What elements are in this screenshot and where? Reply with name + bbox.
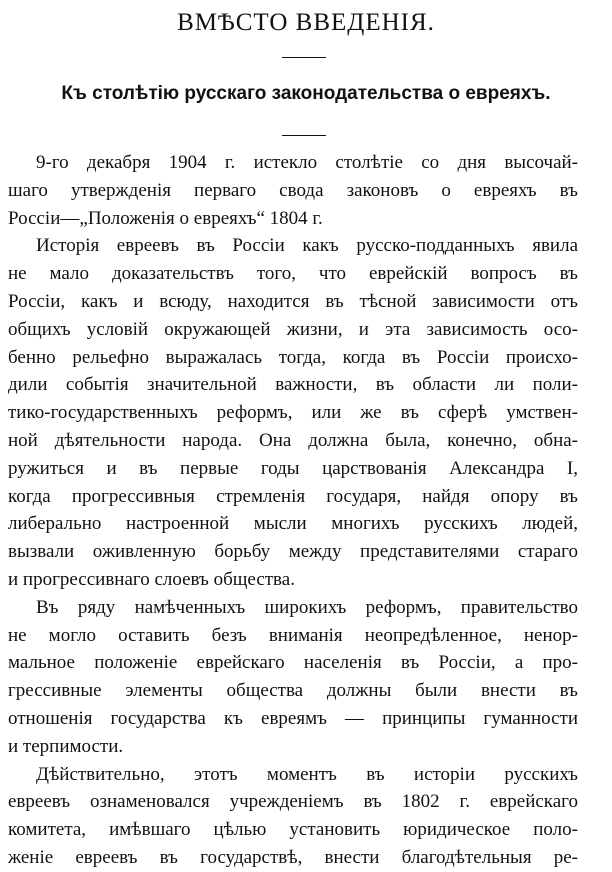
- text-line: и прогрессивнаго слоевъ общества.: [8, 568, 295, 590]
- text-line: общихъ условій окружающей жизни, и эта зависимость осо-: [8, 318, 578, 340]
- text-line: Дѣйствительно, этотъ моментъ въ исторіи русскихъ: [36, 763, 578, 785]
- text-line: грессивные элементы общества должны были внести въ: [8, 680, 578, 702]
- text-line: и терпимости.: [8, 735, 124, 757]
- text-line: евреевъ ознаменовался учрежденіемъ въ 1802 г. еврейскаго: [8, 791, 578, 813]
- text-line: отношенія государства къ евреямъ — принципы гуманности: [8, 707, 578, 729]
- text-line: бенно рельефно выражалась тогда, когда въ Россіи происхо-: [8, 346, 578, 368]
- text-line: комитета, имѣвшаго цѣлью установить юридическое поло-: [8, 819, 578, 841]
- text-line: мальное положеніе еврейскаго населенія въ Россіи, а про-: [8, 652, 578, 674]
- text-line: вызвали оживленную борьбу между представителями стараго: [8, 541, 578, 563]
- text-line: не могло оставить безъ вниманія неопредѣленное, ненор-: [8, 624, 578, 646]
- text-line: либерально настроенной мысли многихъ русскихъ людей,: [8, 513, 578, 535]
- text-line: Россіи—„Положенія о евреяхъ“ 1804 г.: [8, 207, 323, 229]
- page-title: ВМѢСТО ВВЕДЕНІЯ.: [177, 9, 435, 36]
- text-line: женіе евреевъ въ государствѣ, внести благодѣтельныя ре-: [8, 846, 578, 868]
- text-line: Въ ряду намѣченныхъ широкихъ реформъ, правительство: [36, 596, 578, 618]
- body-text: [8, 149, 578, 872]
- text-line: шаго утвержденія перваго свода законовъ о евреяхъ въ: [8, 179, 578, 201]
- page-subtitle: Къ столѣтію русскаго законодательства о евреяхъ.: [61, 83, 551, 104]
- subtitle-divider: [282, 135, 326, 136]
- text-line: когда прогрессивныя стремленія государя, найдя опору въ: [8, 485, 578, 507]
- text-line: Исторія евреевъ въ Россіи какъ русско-подданныхъ явила: [36, 235, 578, 257]
- text-line: не мало доказательствъ того, что еврейскій вопросъ въ: [8, 263, 578, 285]
- text-line: ружиться и въ первые годы царствованія Александра I,: [8, 457, 578, 479]
- text-line: 9-го декабря 1904 г. истекло столѣтіе со дня высочай-: [36, 152, 578, 173]
- text-line: Россіи, какъ и всюду, находится въ тѣсной зависимости отъ: [8, 290, 578, 312]
- text-line: дили событія значительной важности, въ области ли поли-: [8, 374, 578, 396]
- title-divider: [282, 57, 326, 58]
- text-line: ной дѣятельности народа. Она должна была, конечно, обна-: [8, 429, 578, 451]
- text-line: тико-государственныхъ реформъ, или же въ сферѣ умствен-: [8, 402, 578, 424]
